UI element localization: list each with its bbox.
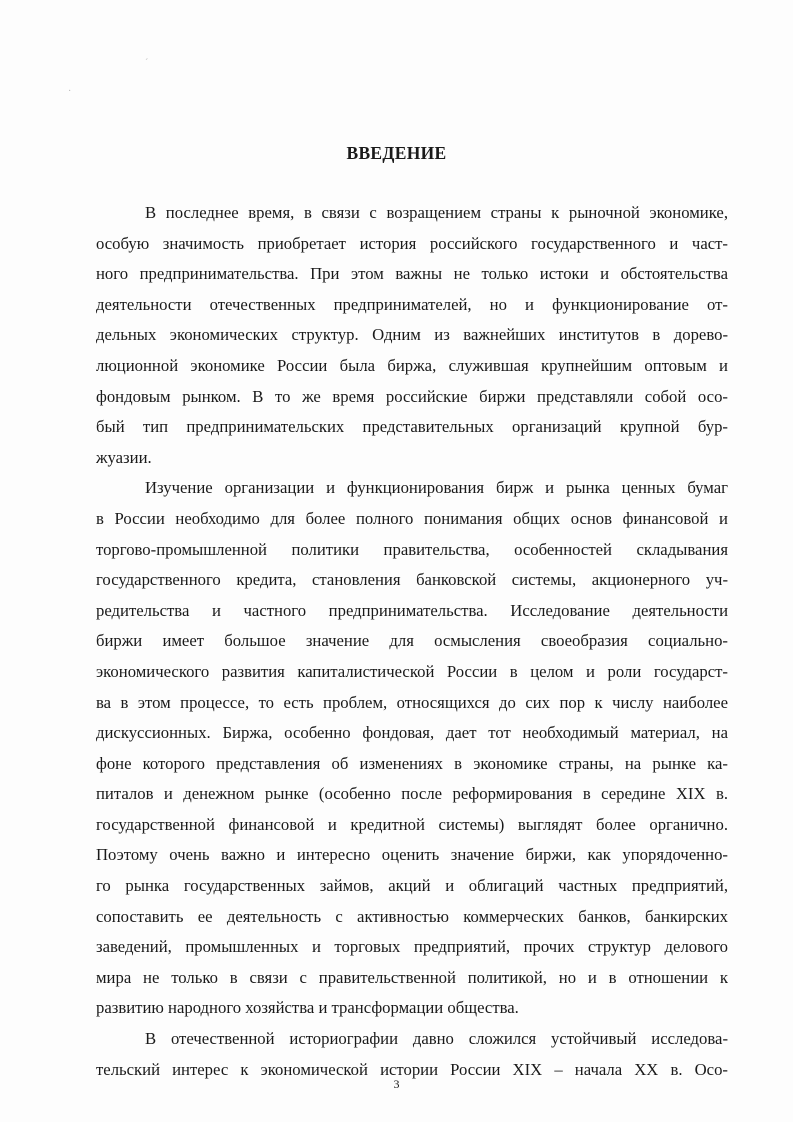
text-line: сопоставить ее деятельность с активностью коммерческих банков, банкирских (96, 906, 728, 926)
text-line: ного предпринимательства. При этом важны не только истоки и обстоятельства (96, 264, 728, 284)
text-line: го рынка государственных займов, акций и облигаций частных предприятий, (96, 876, 728, 896)
text-line: экономического развития капиталистической России в целом и роли государст- (96, 661, 728, 681)
text-line: деятельности отечественных предпринимателей, но и функционирование от- (96, 294, 728, 314)
scan-artifact: ˊ (145, 58, 149, 69)
page-number: 3 (393, 1077, 400, 1091)
page-title: ВВЕДЕНИЕ (346, 143, 447, 163)
text-line: государственного кредита, становления банковской системы, акционерного уч- (96, 570, 728, 590)
text-line: Поэтому очень важно и интересно оценить значение биржи, как упорядоченно- (96, 845, 728, 865)
text-line: особую значимость приобретает история российского государственного и част- (96, 233, 728, 253)
scan-artifact: · (68, 86, 72, 97)
text-line: питалов и денежном рынке (особенно после реформирования в середине XIX в. (96, 784, 728, 804)
text-line: торгово-промышленной политики правительства, особенностей складывания (96, 539, 728, 559)
text-line: государственной финансовой и кредитной системы) выглядят более органично. (96, 814, 728, 834)
text-line: мира не только в связи с правительственной политикой, но и в отношении к (96, 967, 728, 987)
text-line: развитию народного хозяйства и трансформации общества. (96, 998, 519, 1018)
text-line: тельский интерес к экономической истории России XIX – начала XX в. Осо- (96, 1059, 728, 1079)
text-line: В отечественной историографии давно сложился устойчивый исследова- (145, 1029, 728, 1049)
body-text (96, 198, 728, 1085)
text-line: биржи имеет большое значение для осмысления своеобразия социально- (96, 631, 728, 651)
text-line: В последнее время, в связи с возращением страны к рыночной экономике, (145, 203, 728, 222)
text-line: редительства и частного предпринимательства. Исследование деятельности (96, 600, 728, 620)
text-line: ва в этом процессе, то есть проблем, относящихся до сих пор к числу наиболее (96, 692, 728, 712)
text-line: бый тип предпринимательских представительных организаций крупной бур- (96, 417, 728, 437)
text-line: фондовым рынком. В то же время российские биржи представляли собой осо- (96, 386, 728, 406)
text-line: заведений, промышленных и торговых предприятий, прочих структур делового (96, 937, 728, 957)
text-line: жуазии. (96, 447, 152, 467)
text-line: Изучение организации и функционирования бирж и рынка ценных бумаг (145, 478, 728, 498)
text-line: люционной экономике России была биржа, служившая крупнейшим оптовым и (96, 355, 728, 375)
text-line: в России необходимо для более полного понимания общих основ финансовой и (96, 508, 728, 528)
text-line: фоне которого представления об изменениях в экономике страны, на рынке ка- (96, 753, 728, 773)
text-line: дельных экономических структур. Одним из важнейших институтов в дорево- (96, 325, 728, 345)
text-line: дискуссионных. Биржа, особенно фондовая, дает тот необходимый материал, на (96, 723, 728, 743)
